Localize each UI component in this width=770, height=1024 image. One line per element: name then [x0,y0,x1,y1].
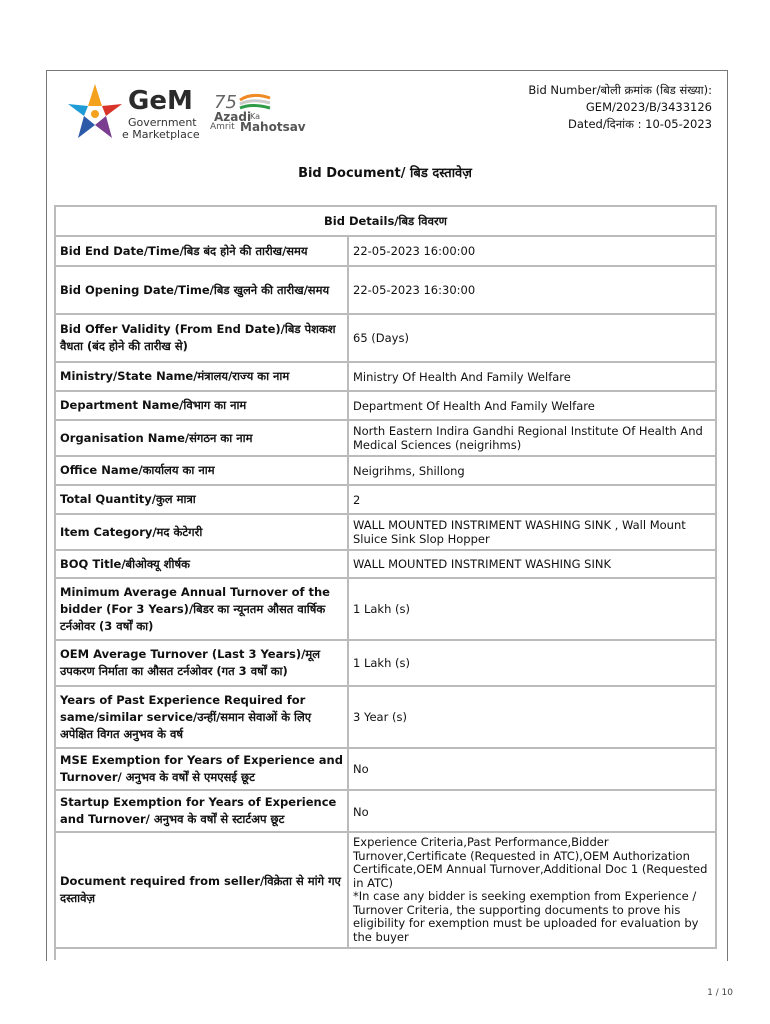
gem-star-icon [64,82,126,142]
gem-logo [64,82,204,142]
table-continuation [54,942,719,960]
row-value: North Eastern Indira Gandhi Regional Institute Of Health And Medical Sciences (neigrihms) [348,420,716,456]
bid-number: GEM/2023/B/3433126 [585,100,712,114]
row-value: 1 Lakh (s) [348,578,716,640]
azadi-logo-text-2a: Amrit [210,122,235,132]
table-row [55,266,716,314]
gem-logo-subtitle-1: Government [128,116,197,129]
table-row [55,362,716,391]
row-label: MSE Exemption for Years of Experience and Turnover/ अनुभव के वर्षों से एमएसई छूट [55,748,348,790]
row-value: 2 [348,485,716,514]
table-row [55,686,716,748]
azadi-logo-text-1b: Ka [250,112,261,121]
table-row [55,640,716,686]
table-row [55,832,716,948]
page-number: 1 / 10 [707,988,733,998]
row-value: WALL MOUNTED INSTRIMENT WASHING SINK , Wall Mount Sluice Sink Slop Hopper [348,514,716,550]
row-value: 3 Year (s) [348,686,716,748]
row-value: No [348,790,716,832]
document-title: Bid Document/ बिड दस्तावेज़ [298,166,472,181]
dated-label: Dated/दिनांक : [568,117,642,131]
azadi-ka-amrit-mahotsav-logo [210,90,320,136]
table-row [55,748,716,790]
table-row [55,790,716,832]
bid-meta [528,82,712,133]
row-value: Neigrihms, Shillong [348,456,716,485]
row-label: Document required from seller/विक्रेता से मांगे गए दस्तावेज़ [55,832,348,948]
row-label: Organisation Name/संगठन का नाम [55,420,348,456]
azadi-logo-text-1: Azadi [214,110,252,124]
row-label: Item Category/मद केटेगरी [55,514,348,550]
row-label: Bid Offer Validity (From End Date)/बिड पेशकश वैधता (बंद होने की तारीख से) [55,314,348,362]
table-row [55,420,716,456]
table-row [55,485,716,514]
row-label: Bid End Date/Time/बिड बंद होने की तारीख/समय [55,236,348,266]
row-label: Years of Past Experience Required for same/similar service/उन्हीं/समान सेवाओं के लिए अपेक्षित विगत अनुभव के वर्ष [55,686,348,748]
row-label: BOQ Title/बीओक्यू शीर्षक [55,550,348,578]
row-label: Startup Exemption for Years of Experience and Turnover/ अनुभव के वर्षों से स्टार्टअप छूट [55,790,348,832]
bid-dated [528,116,712,133]
row-label: Department Name/विभाग का नाम [55,391,348,420]
bid-details-table [54,205,717,949]
row-value: No [348,748,716,790]
row-value: 22-05-2023 16:00:00 [348,236,716,266]
svg-text:75: 75 [214,92,237,113]
table-row [55,456,716,485]
row-value: Experience Criteria,Past Performance,Bidder Turnover,Certificate (Requested in ATC),OEM Authorization Certificate,OEM Annual Turnover,Additional Doc 1 (Requested in ATC) *In case any bidder is seeking exemption from Experience / Turnover Criteria, the supporting documents to prove his eligibility for exemption must be uploaded for evaluation by the buyer [348,832,716,948]
row-value: 1 Lakh (s) [348,640,716,686]
row-label: Ministry/State Name/मंत्रालय/राज्य का नाम [55,362,348,391]
row-label: Office Name/कार्यालय का नाम [55,456,348,485]
bid-number-label: Bid Number/बोली क्रमांक (बिड संख्या): [528,83,712,97]
row-label: OEM Average Turnover (Last 3 Years)/मूल उपकरण निर्माता का औसत टर्नओवर (गत 3 वर्षों का) [55,640,348,686]
row-value: WALL MOUNTED INSTRIMENT WASHING SINK [348,550,716,578]
row-label: Total Quantity/कुल मात्रा [55,485,348,514]
gem-logo-text: GeM [128,86,193,116]
table-row [55,578,716,640]
row-value: 22-05-2023 16:30:00 [348,266,716,314]
table-heading: Bid Details/बिड विवरण [55,206,716,236]
table-row [55,391,716,420]
row-value: 65 (Days) [348,314,716,362]
gem-logo-subtitle-2: e Marketplace [122,128,200,141]
row-value: Ministry Of Health And Family Welfare [348,362,716,391]
row-value: Department Of Health And Family Welfare [348,391,716,420]
table-row [55,550,716,578]
table-row [55,236,716,266]
row-label: Minimum Average Annual Turnover of the bidder (For 3 Years)/बिडर का न्यूनतम औसत वार्षिक टर्नओवर (3 वर्षों का) [55,578,348,640]
row-label: Bid Opening Date/Time/बिड खुलने की तारीख/समय [55,266,348,314]
dated-value: 10-05-2023 [645,117,712,131]
azadi-logo-text-2b: Mahotsav [240,120,306,134]
table-row [55,314,716,362]
table-row [55,514,716,550]
